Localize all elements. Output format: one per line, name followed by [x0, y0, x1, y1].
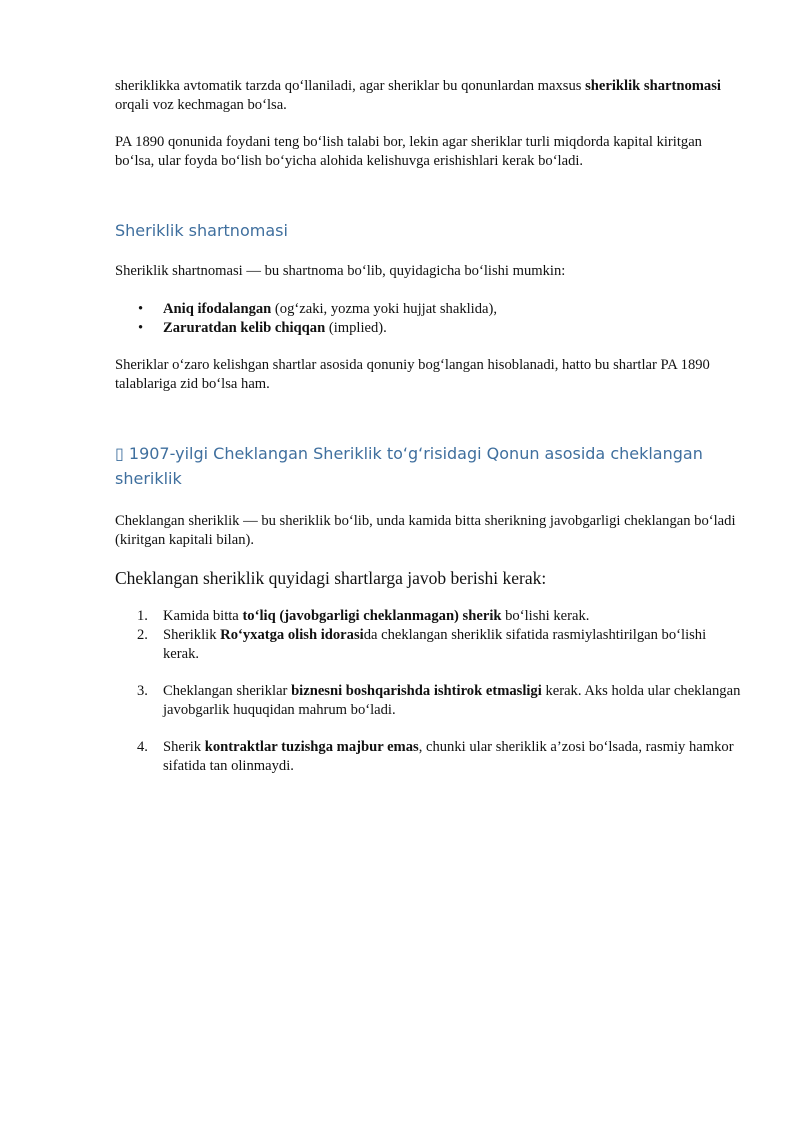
lead-requirements: Cheklangan sheriklik quyidagi shartlarga javob berishi kerak: — [115, 568, 547, 588]
text-run: Sherik — [163, 739, 205, 755]
bullet-marker: • — [138, 320, 144, 336]
numbered-list — [115, 682, 743, 720]
list-number: 4. — [137, 739, 148, 755]
list-item — [115, 738, 743, 776]
list-number: 3. — [137, 683, 148, 699]
list-item — [115, 682, 743, 720]
text-run: sheriklikka avtomatik tarzda qo‘llaniladi, agar sheriklar bu qonunlardan maxsus — [115, 78, 586, 94]
heading-partnership-agreement: Sheriklik shartnomasi — [115, 221, 288, 240]
paragraph-profit-sharing: PA 1890 qonunida foydani teng bo‘lish talabi bor, lekin agar sheriklar turli miqdorda kapital kiritgan bo‘lsa, ular foyda bo‘lish bo‘yicha alohida kelishuvga erishishlari kerak bo‘ladi. — [115, 134, 702, 169]
bold-term: kontraktlar tuzishga majbur emas — [204, 739, 419, 755]
paragraph-partnership-law — [115, 77, 743, 115]
numbered-list — [115, 738, 743, 776]
bold-term: biznesni boshqarishda ishtirok etmasligi — [291, 683, 542, 699]
bold-term: Ro‘yxatga olish idorasi — [220, 627, 364, 643]
bullet-list — [115, 300, 743, 338]
text-run: , chunki ular sheriklik a’zosi bo‘lsada, rasmiy hamkor sifatida tan olinmaydi. — [163, 739, 734, 774]
text-run: (implied). — [325, 320, 387, 336]
list-item — [115, 319, 743, 338]
bold-term: to‘liq (javobgarligi cheklanmagan) sherik — [242, 608, 502, 624]
paragraph-limited-definition: Cheklangan sheriklik — bu sheriklik bo‘lib, unda kamida bitta sherikning javobgarligi cheklangan bo‘ladi (kiritgan kapitali bilan). — [115, 513, 736, 548]
text-run: kerak. Aks holda ular cheklangan javobgarlik huquqidan mahrum bo‘ladi. — [163, 683, 741, 718]
list-item — [115, 626, 743, 664]
text-run: Cheklangan sheriklar — [163, 683, 292, 699]
text-run: orqali voz kechmagan bo‘lsa. — [115, 97, 287, 113]
bold-term: sheriklik shartnomasi — [585, 78, 721, 94]
text-run: da cheklangan sheriklik sifatida rasmiylashtirilgan bo‘lishi kerak. — [163, 627, 707, 662]
bullet-marker: • — [138, 301, 144, 317]
list-item — [115, 607, 743, 626]
list-item — [115, 300, 743, 319]
paragraph-binding-terms: Sheriklar o‘zaro kelishgan shartlar asosida qonuniy bog‘langan hisoblanadi, hatto bu shartlar PA 1890 talablariga zid bo‘lsa ham. — [115, 357, 710, 392]
heading-limited-partnership: ▯ 1907-yilgi Cheklangan Sheriklik to‘g‘risidagi Qonun asosida cheklangan sheriklik — [115, 444, 703, 488]
list-number: 1. — [137, 608, 148, 624]
bold-term: Aniq ifodalangan — [163, 301, 272, 317]
numbered-list — [115, 607, 743, 664]
text-run: bo‘lishi kerak. — [501, 608, 590, 624]
text-run: (og‘zaki, yozma yoki hujjat shaklida), — [271, 301, 498, 317]
list-number: 2. — [137, 627, 148, 643]
text-run: Kamida bitta — [163, 608, 243, 624]
bold-term: Zaruratdan kelib chiqqan — [163, 320, 326, 336]
text-run: Sheriklik — [163, 627, 221, 643]
paragraph-agreement-definition: Sheriklik shartnomasi — bu shartnoma bo‘lib, quyidagicha bo‘lishi mumkin: — [115, 263, 566, 279]
